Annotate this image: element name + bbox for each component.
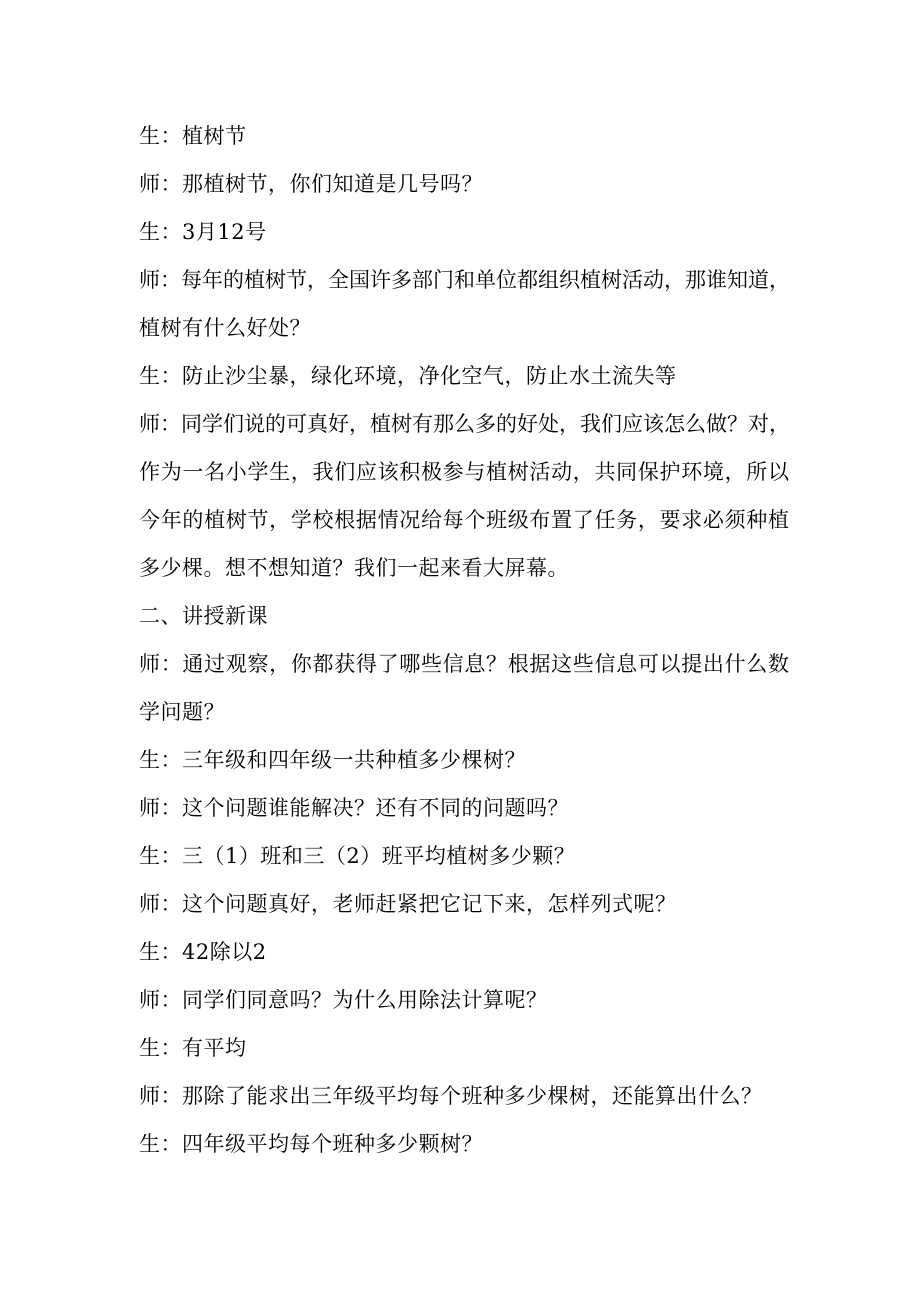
dialogue-line: 师：每年的植树节，全国许多部门和单位都组织植树活动，那谁知道， [139, 268, 790, 292]
document-body [139, 112, 789, 1168]
dialogue-line: 师：那植树节，你们知道是几号吗？ [139, 172, 483, 196]
dialogue-line: 师：那除了能求出三年级平均每个班种多少棵树，还能算出什么？ [139, 1084, 763, 1108]
dialogue-line: 师：同学们说的可真好，植树有那么多的好处，我们应该怎么做？对， [139, 412, 790, 436]
dialogue-line: 生：植树节 [139, 124, 247, 148]
dialogue-line-continuation: 植树有什么好处？ [139, 316, 311, 340]
dialogue-line: 师：通过观察，你都获得了哪些信息？根据这些信息可以提出什么数 [139, 652, 789, 676]
dialogue-line: 师：同学们同意吗？为什么用除法计算呢？ [139, 988, 548, 1012]
dialogue-line: 生：42除以2 [139, 940, 267, 964]
dialogue-line-continuation: 学问题？ [139, 700, 225, 724]
dialogue-line: 生：三年级和四年级一共种植多少棵树？ [139, 748, 526, 772]
dialogue-line-continuation: 多少棵。想不想知道？我们一起来看大屏幕。 [139, 556, 569, 580]
dialogue-line: 生：三（1）班和三（2）班平均植树多少颗？ [139, 844, 576, 868]
dialogue-line: 生：四年级平均每个班种多少颗树？ [139, 1132, 483, 1156]
dialogue-line-continuation: 今年的植树节，学校根据情况给每个班级布置了任务，要求必须种植 [139, 508, 789, 532]
dialogue-line: 生：防止沙尘暴，绿化环境，净化空气，防止水土流失等 [139, 364, 677, 388]
dialogue-line: 生：3月12号 [139, 220, 267, 244]
dialogue-line-continuation: 作为一名小学生，我们应该积极参与植树活动，共同保护环境，所以 [139, 460, 789, 484]
section-heading: 二、讲授新课 [139, 604, 268, 628]
dialogue-line: 生：有平均 [139, 1036, 247, 1060]
dialogue-line: 师：这个问题真好，老师赶紧把它记下来，怎样列式呢？ [139, 892, 677, 916]
dialogue-line: 师：这个问题谁能解决？还有不同的问题吗？ [139, 796, 569, 820]
